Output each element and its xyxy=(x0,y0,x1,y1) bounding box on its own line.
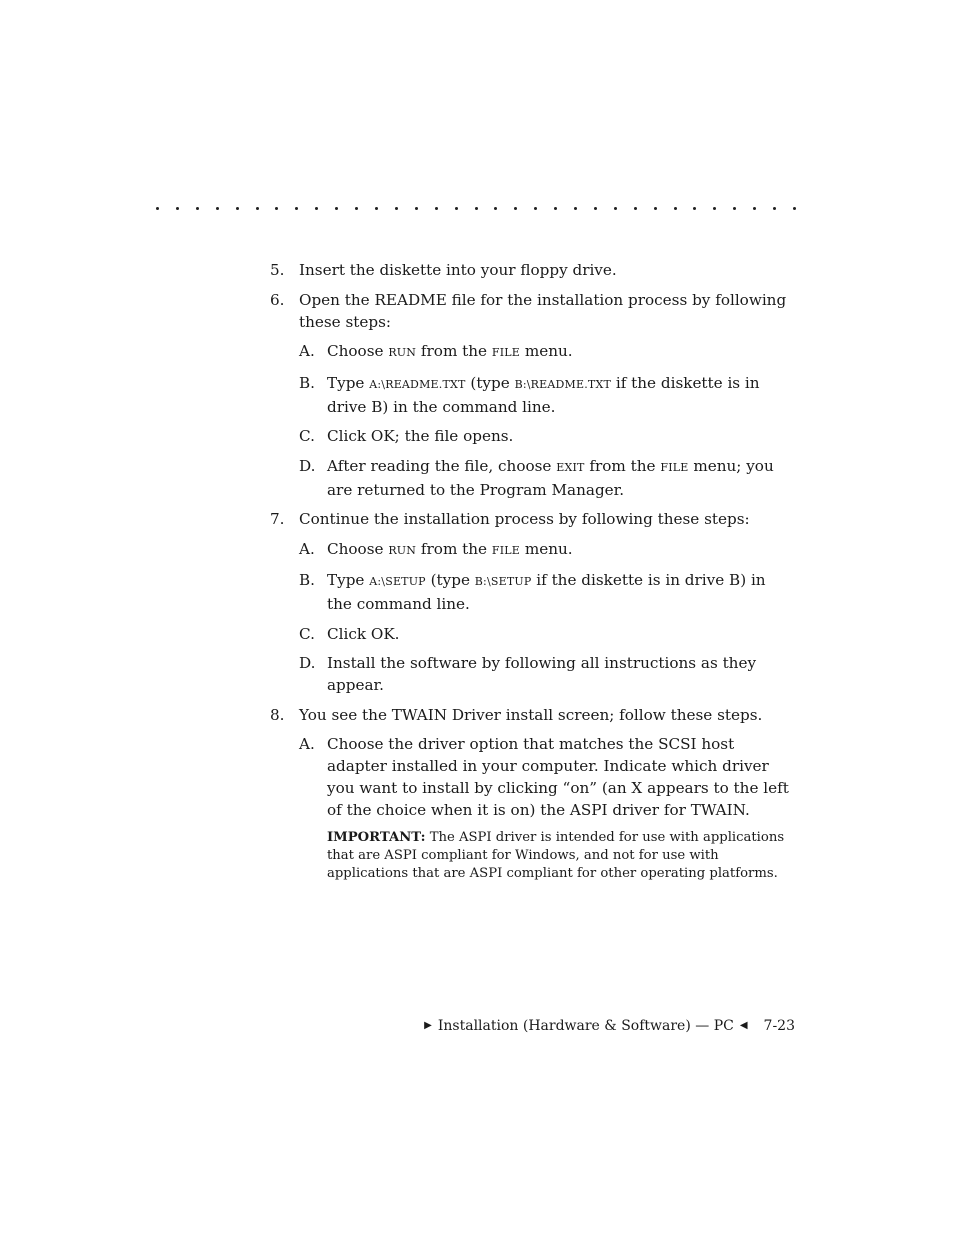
step-7: 7. Continue the installation process by following these steps: xyxy=(270,510,750,528)
step-6-a: A. Choose RUN from the FILE menu. xyxy=(299,342,573,360)
important-label: IMPORTANT: xyxy=(327,829,426,845)
page-number: 7-23 xyxy=(763,1018,795,1034)
right-triangle-icon: ▶ xyxy=(424,1020,432,1031)
step-6: 6. Open the README file for the installation process by following these steps: xyxy=(270,290,787,331)
step-7-a: A. Choose RUN from the FILE menu. xyxy=(299,539,573,558)
step-7-b: B. Type A:\SETUP (type B:\SETUP if the diskette is in drive B) in the command line. xyxy=(299,571,766,613)
important-text: The ASPI driver is intended for use with applications that are ASPI compliant for Windows, and not for use with applications that are ASPI compliant for other operating platforms. xyxy=(327,829,785,881)
left-triangle-icon: ◀ xyxy=(739,1020,748,1031)
step-6-d: D. After reading the file, choose EXIT from the FILE menu; you are returned to the Program Manager. xyxy=(299,456,774,499)
step-6-b: B. Type A:\README.TXT (type B:\README.TXT if the diskette is in drive B) in the command line. xyxy=(299,373,760,416)
step-5: 5. Insert the diskette into your floppy drive. xyxy=(270,261,617,279)
page-footer xyxy=(424,1015,795,1037)
step-8: 8. You see the TWAIN Driver install screen; follow these steps. xyxy=(270,705,763,724)
step-7-d: D. Install the software by following all instructions as they appear. xyxy=(299,654,757,694)
important-note xyxy=(327,829,790,883)
step-6-c: C. Click OK; the file opens. xyxy=(299,427,514,445)
dotted-rule xyxy=(156,196,796,220)
step-8-a: A. Choose the driver option that matches the SCSI host adapter installed in your computer. Indicate which driver you want to install by clicking “on” (an X appears to the left of the choice when it is on) the ASPI driver for TWAIN. xyxy=(299,735,789,819)
instructions xyxy=(270,259,790,883)
footer-title: Installation (Hardware & Software) — PC xyxy=(437,1018,734,1034)
step-7-c: C. Click OK. xyxy=(299,624,400,643)
